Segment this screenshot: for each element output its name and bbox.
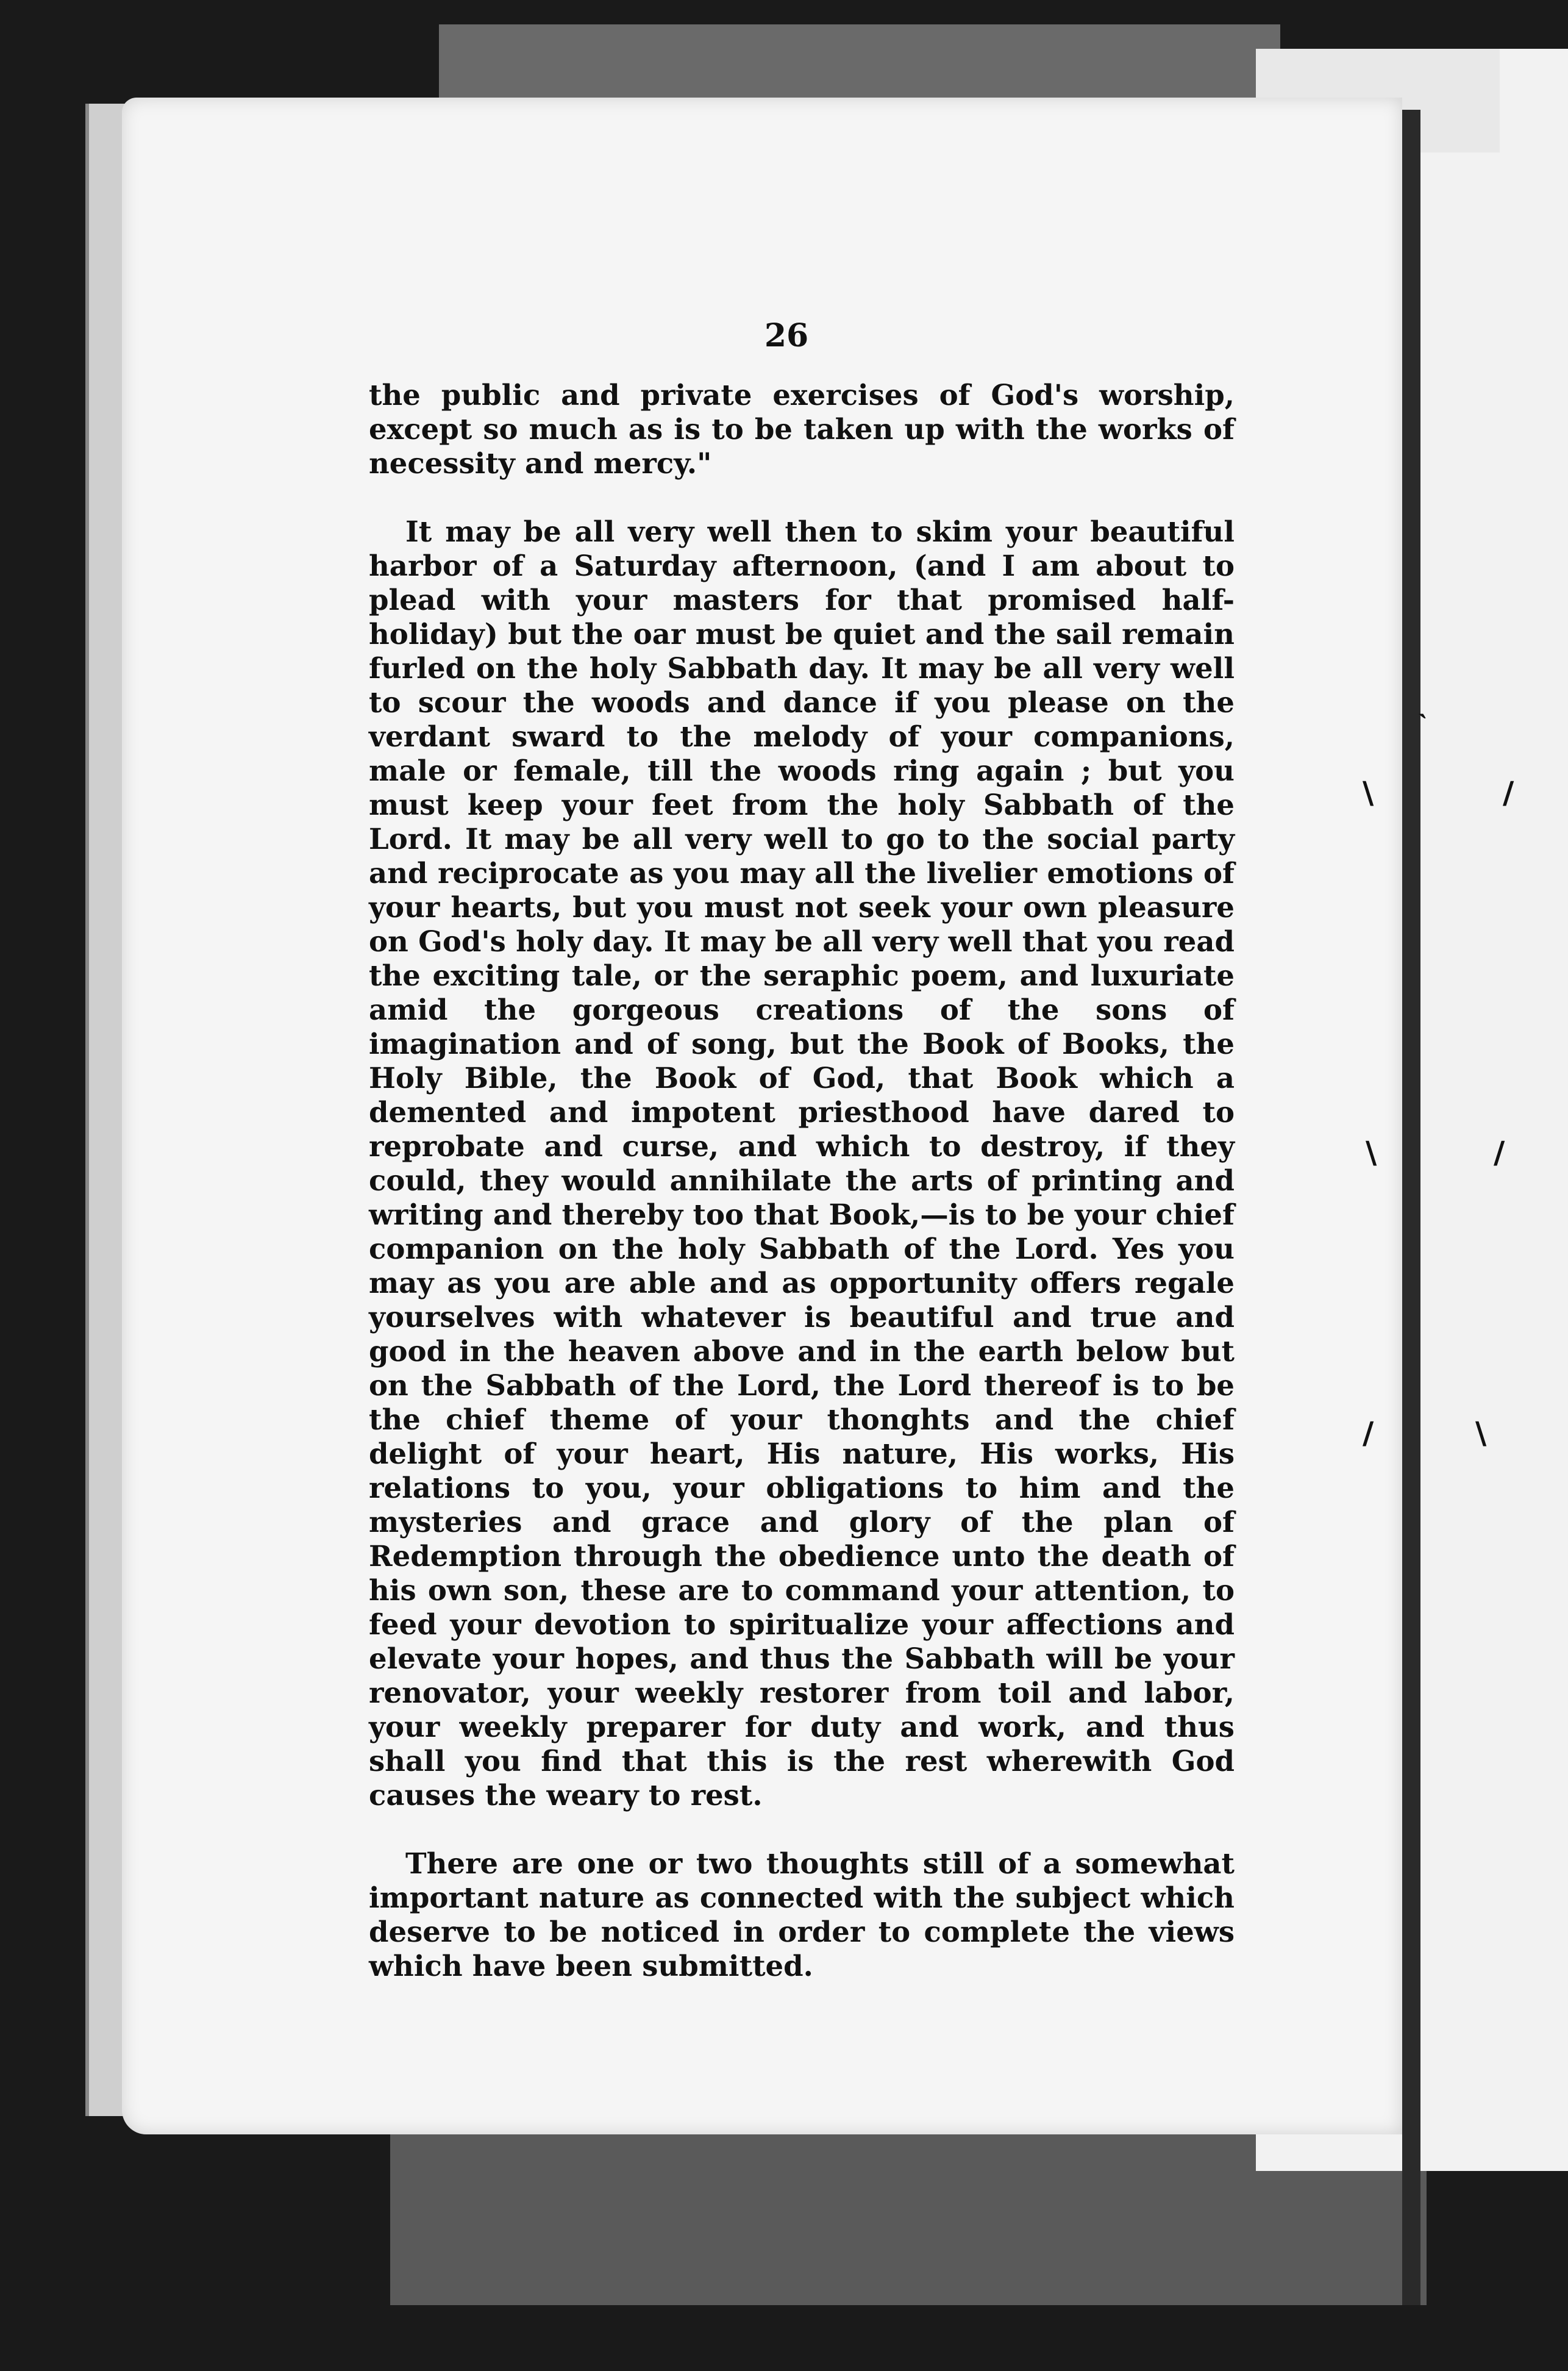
book-spine: [1402, 110, 1420, 2305]
page-number: 26: [764, 317, 809, 354]
paragraph-1: the public and private exercises of God's worship, except so much as is to be taken up with the works of necessity and mercy.": [369, 378, 1235, 480]
paragraph-2: It may be all very well then to skim your beautiful harbor of a Saturday afternoon, (and I am about to plead with your masters for that promised half-holiday) but the oar must be quiet and the sail remain furled on the holy Sabbath day. It may be all very well to scour the woods and dance if you please on the verdant sward to the melody of your companions, male or female, till the woods ring again ; but you must keep your feet from the holy Sabbath of the Lord. It may be all very well to go to the social party and reciprocate as you may all the livelier emotions of your hearts, but you must not seek your own pleasure on God's holy day. It may be all very well that you read the exciting tale, or the seraphic poem, and luxuriate amid the gorgeous creations of the sons of imagination and of song, but the Book of Books, the Holy Bible, the Book of God, that Book which a demented and impotent priesthood have dared to reprobate and curse, and which to destroy, if they could, they would annihilate the arts of printing and writing and thereby too that Book,—is to be your chief companion on the holy Sabbath of the Lord. Yes you may as you are able and as opportunity offers regale yourselves with whatever is beautiful and true and good in the heaven above and in the earth below but on the Sabbath of the Lord, the Lord thereof is to be the chief theme of your thonghts and the chief delight of your heart, His nature, His works, His relations to you, your obligations to him and the mysteries and grace and glory of the plan of Redemption through the obedience unto the death of his own son, these are to command your attention, to feed your devotion to spiritualize your affections and elevate your hopes, and thus the Sabbath will be your renovator, your weekly restorer from toil and labor, your weekly preparer for duty and work, and thus shall you find that this is the rest wherewith God causes the weary to rest.: [369, 515, 1235, 1812]
body-text: [369, 378, 1235, 2017]
margin-mark: /: [1503, 774, 1514, 810]
margin-mark: /: [1363, 1415, 1374, 1451]
paragraph-3: There are one or two thoughts still of a somewhat important nature as connected with the subject which deserve to be noticed in order to complete the views which have been submitted.: [369, 1847, 1235, 1983]
margin-mark: \: [1366, 1134, 1377, 1170]
page-edge: [85, 104, 126, 2116]
margin-mark: ˎ: [1417, 683, 1428, 719]
margin-mark: /: [1494, 1134, 1505, 1170]
margin-mark: \: [1363, 774, 1374, 810]
margin-mark: \: [1475, 1415, 1487, 1451]
